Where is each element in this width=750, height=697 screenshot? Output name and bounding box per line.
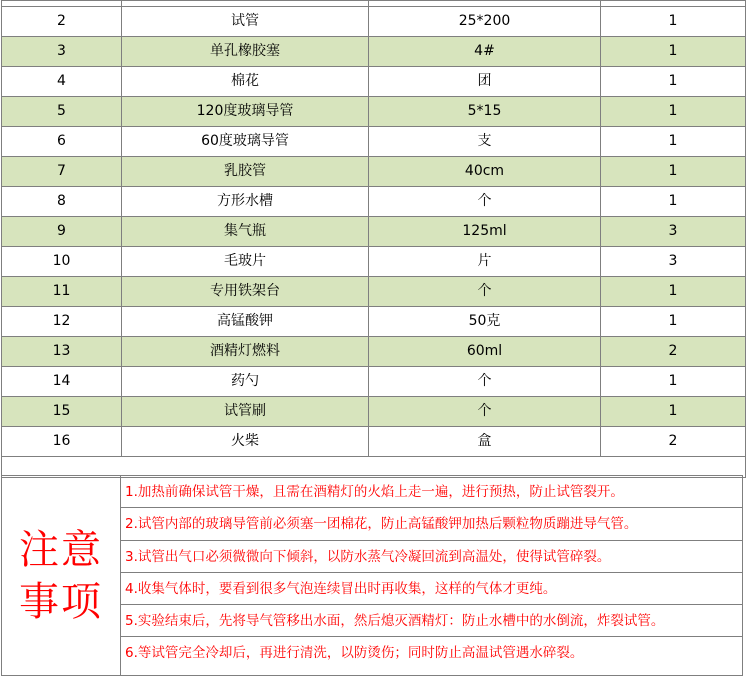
cell-no: 5 <box>2 97 122 127</box>
cell-name: 棉花 <box>122 67 369 97</box>
table-row <box>2 247 746 277</box>
cell-no: 2 <box>2 7 122 37</box>
cell-name: 60度玻璃导管 <box>122 127 369 157</box>
notes-title-cell <box>2 476 121 675</box>
cell-name: 方形水槽 <box>122 187 369 217</box>
cell-name: 试管 <box>122 7 369 37</box>
cell-no: 12 <box>2 307 122 337</box>
cell-spec: 支 <box>369 127 601 157</box>
cell-qty: 1 <box>601 277 746 307</box>
cell-spec: 40cm <box>369 157 601 187</box>
cell-spec: 125ml <box>369 217 601 247</box>
cell-name: 单孔橡胶塞 <box>122 37 369 67</box>
note-line: 6.等试管完全冷却后，再进行清洗，以防烫伤；同时防止高温试管遇水碎裂。 <box>125 645 584 662</box>
table-row <box>2 7 746 37</box>
cell-spec: 4# <box>369 37 601 67</box>
notes-section <box>1 475 743 676</box>
table-row <box>2 67 746 97</box>
cell-name: 专用铁架台 <box>122 277 369 307</box>
cell-qty: 2 <box>601 337 746 367</box>
cell-spec: 个 <box>369 277 601 307</box>
cell-no: 15 <box>2 397 122 427</box>
note-line: 3.试管出气口必须微微向下倾斜，以防水蒸气冷凝回流到高温处，使得试管碎裂。 <box>121 541 742 573</box>
cell-qty: 3 <box>601 247 746 277</box>
note-line: 5.实验结束后，先将导气管移出水面，然后熄灭酒精灯：防止水槽中的水倒流，炸裂试管。 <box>121 605 742 637</box>
notes-title: 注意事项 <box>19 526 103 625</box>
cell-name: 乳胶管 <box>122 157 369 187</box>
table-row <box>2 127 746 157</box>
cell-no: 7 <box>2 157 122 187</box>
cell-no: 10 <box>2 247 122 277</box>
cell-spec: 团 <box>369 67 601 97</box>
cell-qty: 1 <box>601 127 746 157</box>
cell-spec: 50克 <box>369 307 601 337</box>
table-row <box>2 157 746 187</box>
cell-name: 药勺 <box>122 367 369 397</box>
notes-list <box>121 476 742 670</box>
table-row <box>2 37 746 67</box>
cell-spec: 盒 <box>369 427 601 457</box>
table-row <box>2 307 746 337</box>
cell-qty: 1 <box>601 307 746 337</box>
cell-spec: 个 <box>369 187 601 217</box>
cell-name: 酒精灯燃料 <box>122 337 369 367</box>
cell-qty: 1 <box>601 67 746 97</box>
cell-spec: 片 <box>369 247 601 277</box>
equipment-table-body <box>2 1 746 478</box>
table-row <box>2 217 746 247</box>
cell-no: 8 <box>2 187 122 217</box>
table-row <box>2 97 746 127</box>
cell-no: 4 <box>2 67 122 97</box>
cell-no: 11 <box>2 277 122 307</box>
cell-no: 16 <box>2 427 122 457</box>
cell-qty: 1 <box>601 157 746 187</box>
table-row <box>2 277 746 307</box>
cell-qty: 1 <box>601 7 746 37</box>
cell-name: 毛玻片 <box>122 247 369 277</box>
table-row <box>2 427 746 457</box>
cell-spec: 25*200 <box>369 7 601 37</box>
cell-no: 14 <box>2 367 122 397</box>
note-line: 1.加热前确保试管干燥，且需在酒精灯的火焰上走一遍，进行预热，防止试管裂开。 <box>121 476 742 508</box>
cell-name: 集气瓶 <box>122 217 369 247</box>
cell-qty: 3 <box>601 217 746 247</box>
cell-qty: 1 <box>601 187 746 217</box>
cell-name: 高锰酸钾 <box>122 307 369 337</box>
equipment-table <box>1 0 746 478</box>
cell-no: 3 <box>2 37 122 67</box>
cell-no: 6 <box>2 127 122 157</box>
cell-spec: 个 <box>369 397 601 427</box>
table-row <box>2 397 746 427</box>
cell-spec: 个 <box>369 367 601 397</box>
cell-spec: 60ml <box>369 337 601 367</box>
cell-no: 13 <box>2 337 122 367</box>
cell-qty: 1 <box>601 397 746 427</box>
cell-qty: 1 <box>601 37 746 67</box>
cell-qty: 2 <box>601 427 746 457</box>
cell-no: 9 <box>2 217 122 247</box>
cell-qty: 1 <box>601 97 746 127</box>
table-row <box>2 367 746 397</box>
note-line: 4.收集气体时，要看到很多气泡连续冒出时再收集，这样的气体才更纯。 <box>121 573 742 605</box>
note-line: 2.试管内部的玻璃导管前必须塞一团棉花，防止高锰酸钾加热后颗粒物质蹦进导气管。 <box>121 508 742 540</box>
cell-name: 120度玻璃导管 <box>122 97 369 127</box>
cell-name: 火柴 <box>122 427 369 457</box>
cell-spec: 5*15 <box>369 97 601 127</box>
table-row <box>2 337 746 367</box>
cell-qty: 1 <box>601 367 746 397</box>
table-row <box>2 187 746 217</box>
cell-name: 试管刷 <box>122 397 369 427</box>
